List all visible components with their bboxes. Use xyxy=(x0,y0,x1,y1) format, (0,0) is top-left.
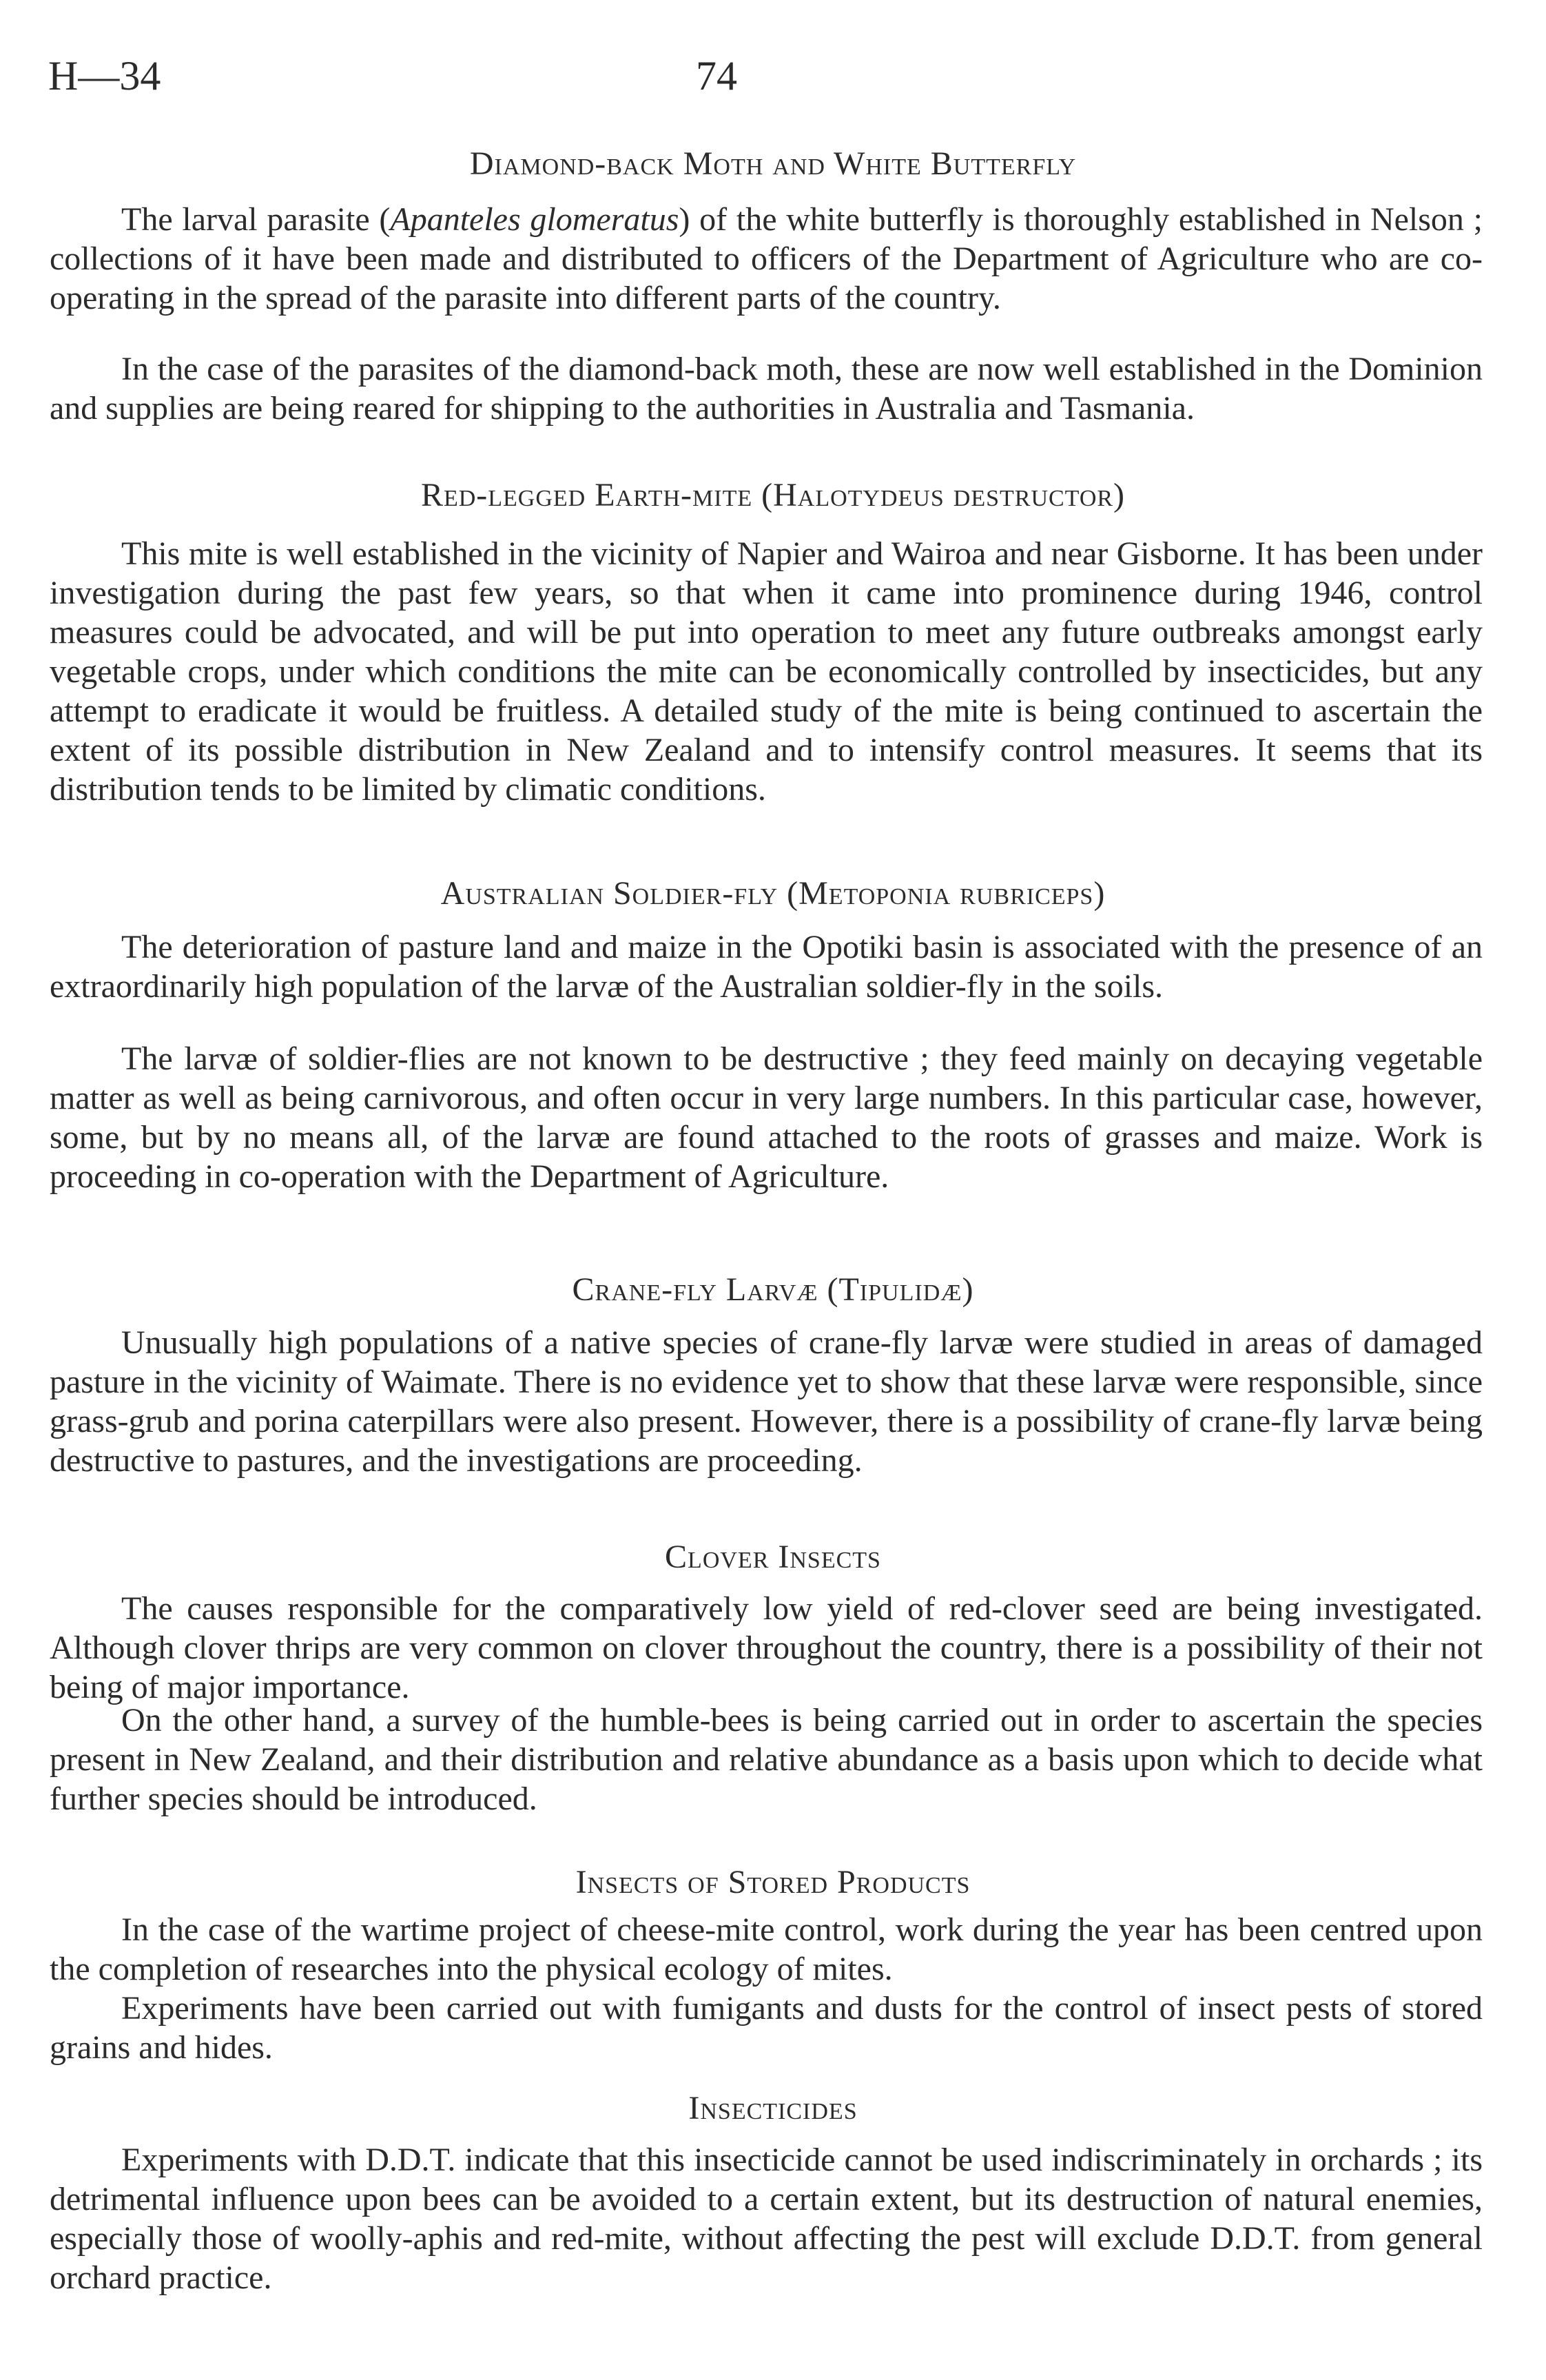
paragraph-text: The larval parasite ( xyxy=(121,201,391,238)
paragraph: The causes responsible for the comparatively low yield of red-clover seed are being investigated. Although clover thrips are very common on clover throughout the country, there is a possibility of their not being of major importance. xyxy=(50,1590,1483,1705)
paragraph: The larvæ of soldier-flies are not known to be destructive ; they feed mainly on decaying vegetable matter as well as being carnivorous, and often occur in very large numbers. In this particular case, however, some, but by no means all, of the larvæ are found attached to the roots of grasses and maize. Work is proceeding in co-operation with the Department of Agriculture. xyxy=(50,1040,1483,1195)
paragraph: In the case of the parasites of the diamond-back moth, these are now well established in the Dominion and supplies are being reared for shipping to the authorities in Australia and Tasmania. xyxy=(50,351,1483,427)
page-number: 74 xyxy=(696,53,737,99)
section-heading-red-legged-earth-mite: Red-legged Earth-mite (Halotydeus destructor) xyxy=(420,477,1126,513)
paragraph: This mite is well established in the vicinity of Napier and Wairoa and near Gisborne. It has been under investigation during the past few years, so that when it came into prominence during 1946, control measures could be advocated, and will be put into operation to meet any future outbreaks amongst early vegetable crops, under which conditions the mite can be economically controlled by insecticides, but any attempt to eradicate it would be fruitless. A detailed study of the mite is being continued to ascertain the extent of its possible distribution in New Zealand and to intensify control measures. It seems that its distribution tends to be limited by climatic conditions. xyxy=(50,535,1483,808)
section-heading-australian-soldier-fly: Australian Soldier-fly (Metoponia rubriceps) xyxy=(440,875,1106,912)
section-heading-insects-of-stored-products: Insects of Stored Products xyxy=(575,1864,971,1900)
paragraph: Experiments have been carried out with fumigants and dusts for the control of insect pests of stored grains and hides. xyxy=(50,1990,1483,2066)
paragraph xyxy=(50,200,1483,318)
section-heading-insecticides: Insecticides xyxy=(688,2090,858,2126)
section-heading-diamond-back-moth: Diamond-back Moth and White Butterfly xyxy=(469,145,1077,182)
paragraph-text: ) of the white butterfly is thoroughly established in Nelson ; collections of it have been made and distributed to officers of the Department of Agriculture who are co-operating in the spread of the parasite into different parts of the country. xyxy=(50,201,1483,316)
paragraph: Experiments with D.D.T. indicate that this insecticide cannot be used indiscriminately in orchards ; its detrimental influence upon bees can be avoided to a certain extent, but its destruction of natural enemies, especially those of woolly-aphis and red-mite, without affecting the pest will exclude D.D.T. from general orchard practice. xyxy=(50,2142,1483,2296)
document-reference: H—34 xyxy=(48,53,161,99)
paragraph: Unusually high populations of a native species of crane-fly larvæ were studied in areas of damaged pasture in the vicinity of Waimate. There is no evidence yet to show that these larvæ were responsible, since grass-grub and porina caterpillars were also present. However, there is a possibility of crane-fly larvæ being destructive to pastures, and the investigations are proceeding. xyxy=(50,1324,1483,1479)
species-name: Apanteles glomeratus xyxy=(390,201,679,238)
paragraph: The deterioration of pasture land and maize in the Opotiki basin is associated with the presence of an extraordinarily high population of the larvæ of the Australian soldier-fly in the soils. xyxy=(50,929,1483,1005)
section-heading-clover-insects: Clover Insects xyxy=(665,1539,881,1575)
section-heading-crane-fly-larvae: Crane-fly Larvæ (Tipulidæ) xyxy=(572,1271,974,1308)
paragraph: On the other hand, a survey of the humble-bees is being carried out in order to ascertain the species present in New Zealand, and their distribution and relative abundance as a basis upon which to decide what further species should be introduced. xyxy=(50,1702,1483,1817)
paragraph: In the case of the wartime project of cheese-mite control, work during the year has been centred upon the completion of researches into the physical ecology of mites. xyxy=(50,1911,1483,1987)
